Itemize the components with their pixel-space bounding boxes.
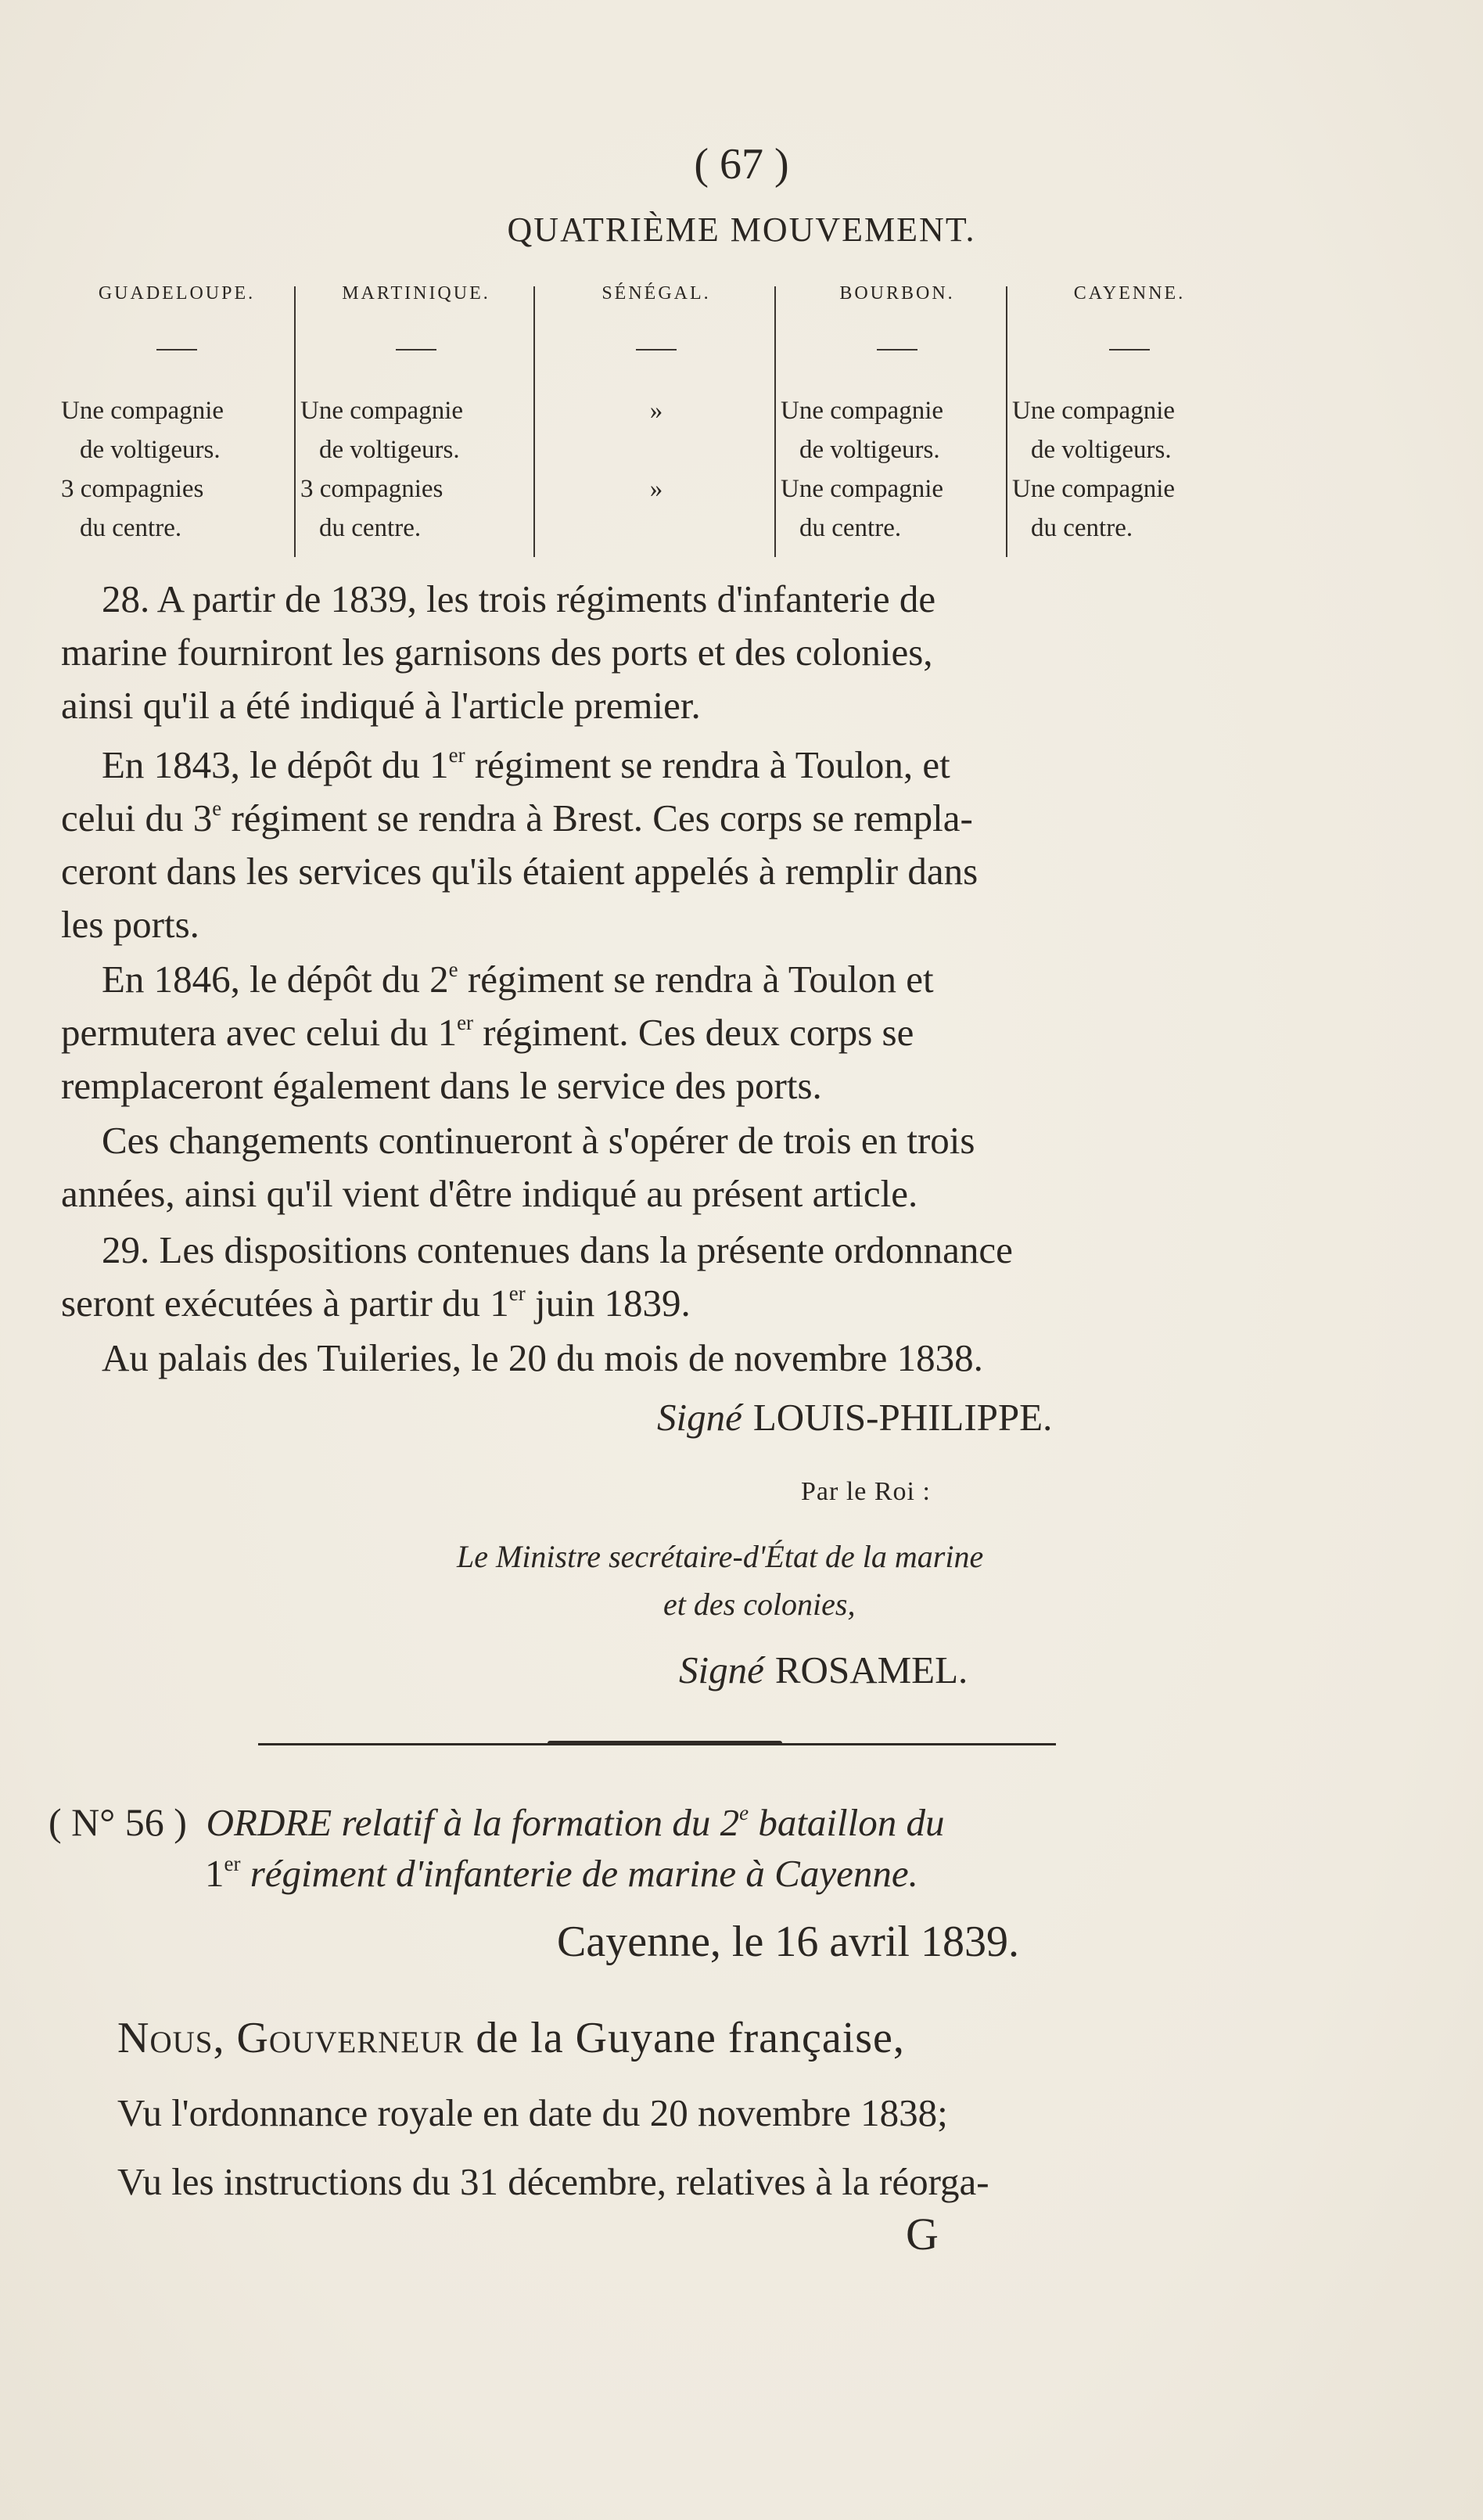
- text-run: régiment se rendra à Toulon, et: [465, 743, 950, 786]
- paragraph-article-29: [61, 1224, 1250, 1330]
- text-line: remplaceront également dans le service des ports.: [61, 1064, 822, 1107]
- column-divider: [294, 286, 296, 557]
- superscript: er: [457, 1010, 474, 1034]
- column-dash: [636, 349, 677, 350]
- text-run: celui du 3: [61, 796, 213, 839]
- text-line: Au palais des Tuileries, le 20 du mois de novembre 1838.: [102, 1336, 983, 1379]
- text-line: [61, 792, 1250, 845]
- dateline: Cayenne, le 16 avril 1839.: [557, 1918, 1019, 1966]
- text-run: régiment se rendra à Toulon et: [458, 958, 934, 1001]
- cell-line: du centre.: [799, 514, 902, 542]
- cell-line: Une compagnie: [61, 397, 224, 425]
- column-cells: [300, 391, 532, 548]
- text-line: années, ainsi qu'il vient d'être indiqué au présent article.: [61, 1172, 918, 1215]
- column-cells: [61, 391, 293, 548]
- column-divider: [533, 286, 535, 557]
- cell-line: Une compagnie: [1012, 475, 1176, 503]
- table-column-cayenne: [1012, 275, 1247, 559]
- superscript: e: [739, 1800, 749, 1824]
- text-line: [61, 1277, 1250, 1330]
- text-line: [61, 953, 1250, 1006]
- paragraph-palais: [61, 1332, 1250, 1385]
- order-heading-line1: [48, 1799, 945, 1845]
- text-run: régiment d'infanterie de marine à Cayenne.: [240, 1852, 918, 1895]
- minister-title-line2: et des colonies,: [663, 1587, 856, 1622]
- text-line: ainsi qu'il a été indiqué à l'article premier.: [61, 684, 701, 727]
- sheet-signature: G: [906, 2209, 939, 2259]
- column-dash: [156, 349, 197, 350]
- cell-line: du centre.: [80, 514, 182, 542]
- column-cells: [781, 391, 1014, 548]
- table-column-bourbon: [781, 275, 1014, 559]
- separator-rule-swell: [548, 1741, 782, 1745]
- text-run: bataillon du: [749, 1801, 945, 1844]
- signature-name: LOUIS-PHILIPPE.: [752, 1396, 1053, 1439]
- text-run: Nous,: [117, 2014, 225, 2062]
- text-run: juin 1839.: [525, 1282, 691, 1325]
- table-column-senegal: [540, 275, 773, 559]
- superscript: e: [448, 957, 458, 981]
- text-run: de la Guyane française,: [476, 2014, 905, 2062]
- cell-line: Une compagnie: [781, 397, 944, 425]
- cell-line: [540, 430, 773, 469]
- cell-line: Une compagnie: [1012, 397, 1176, 425]
- cell-line: [540, 509, 773, 548]
- governor-intro: [117, 2013, 905, 2063]
- column-dash: [1109, 349, 1150, 350]
- paragraph-changements: [61, 1114, 1250, 1220]
- text-line: 29. Les dispositions contenues dans la présente ordonnance: [102, 1228, 1013, 1271]
- vu-ordonnance: Vu l'ordonnance royale en date du 20 novembre 1838;: [117, 2091, 948, 2134]
- signature-name: ROSAMEL.: [774, 1648, 968, 1691]
- column-dash: [877, 349, 917, 350]
- column-cells: [540, 391, 773, 548]
- signe-label: Signé: [679, 1648, 764, 1691]
- superscript: er: [448, 742, 465, 767]
- text-line: [61, 1006, 1250, 1059]
- text-run: régiment se rendra à Brest. Ces corps se rempla-: [221, 796, 973, 839]
- table-column-guadeloupe: [61, 275, 293, 559]
- paragraph-1846: [61, 953, 1250, 1113]
- cell-line: 3 compagnies: [61, 475, 204, 503]
- cell-line: de voltigeurs.: [799, 436, 940, 464]
- superscript: er: [224, 1851, 241, 1875]
- cell-line: de voltigeurs.: [80, 436, 221, 464]
- column-dash: [396, 349, 436, 350]
- text-line: Ces changements continueront à s'opérer de trois en trois: [102, 1119, 975, 1162]
- text-run: ORDRE relatif à la formation du 2: [206, 1801, 740, 1844]
- cell-line: Une compagnie: [781, 475, 944, 503]
- cell-line: du centre.: [319, 514, 422, 542]
- cell-line: Une compagnie: [300, 397, 464, 425]
- column-header: CAYENNE.: [1073, 283, 1186, 304]
- section-title: QUATRIÈME MOUVEMENT.: [507, 210, 976, 249]
- text-run: régiment. Ces deux corps se: [473, 1011, 914, 1054]
- text-line: [61, 739, 1250, 792]
- column-header: BOURBON.: [839, 283, 955, 304]
- order-title: [196, 1801, 944, 1844]
- text-line: 28. A partir de 1839, les trois régiments d'infanterie de: [102, 577, 936, 620]
- page-number: ( 67 ): [694, 140, 789, 189]
- vu-instructions: Vu les instructions du 31 décembre, relatives à la réorga-: [117, 2160, 989, 2203]
- superscript: er: [508, 1281, 526, 1305]
- paragraph-article-28: [61, 573, 1250, 732]
- text-run: permutera avec celui du 1: [61, 1011, 458, 1054]
- text-run: 1: [205, 1852, 224, 1895]
- text-run: En 1843, le dépôt du 1: [102, 743, 449, 786]
- cell-line: de voltigeurs.: [1031, 436, 1172, 464]
- column-cells: [1012, 391, 1247, 548]
- order-number: ( N° 56 ): [48, 1800, 187, 1844]
- superscript: e: [212, 796, 222, 820]
- paragraph-1843: [61, 739, 1250, 951]
- text-run: Gouverneur: [236, 2014, 465, 2062]
- cell-line: 3 compagnies: [300, 475, 443, 503]
- column-header: SÉNÉGAL.: [601, 283, 711, 304]
- cell-line: »: [649, 397, 663, 425]
- signature-king: [657, 1395, 1052, 1440]
- table-column-martinique: [300, 275, 532, 559]
- cell-line: »: [649, 475, 663, 503]
- text-run: seront exécutées à partir du 1: [61, 1282, 509, 1325]
- column-header: GUADELOUPE.: [98, 283, 256, 304]
- column-header: MARTINIQUE.: [342, 283, 490, 304]
- column-divider: [774, 286, 776, 557]
- garrison-table: [61, 275, 1250, 559]
- text-line: les ports.: [61, 903, 199, 946]
- minister-title-line1: Le Ministre secrétaire-d'État de la marine: [457, 1539, 984, 1574]
- order-heading-line2: [205, 1851, 918, 1896]
- signature-minister: [679, 1648, 968, 1692]
- par-le-roi: Par le Roi :: [801, 1477, 931, 1506]
- text-line: ceront dans les services qu'ils étaient appelés à remplir dans: [61, 850, 978, 893]
- signe-label: Signé: [657, 1396, 742, 1439]
- text-line: marine fourniront les garnisons des ports et des colonies,: [61, 631, 933, 674]
- text-run: En 1846, le dépôt du 2: [102, 958, 449, 1001]
- cell-line: de voltigeurs.: [319, 436, 460, 464]
- column-divider: [1006, 286, 1007, 557]
- cell-line: du centre.: [1031, 514, 1133, 542]
